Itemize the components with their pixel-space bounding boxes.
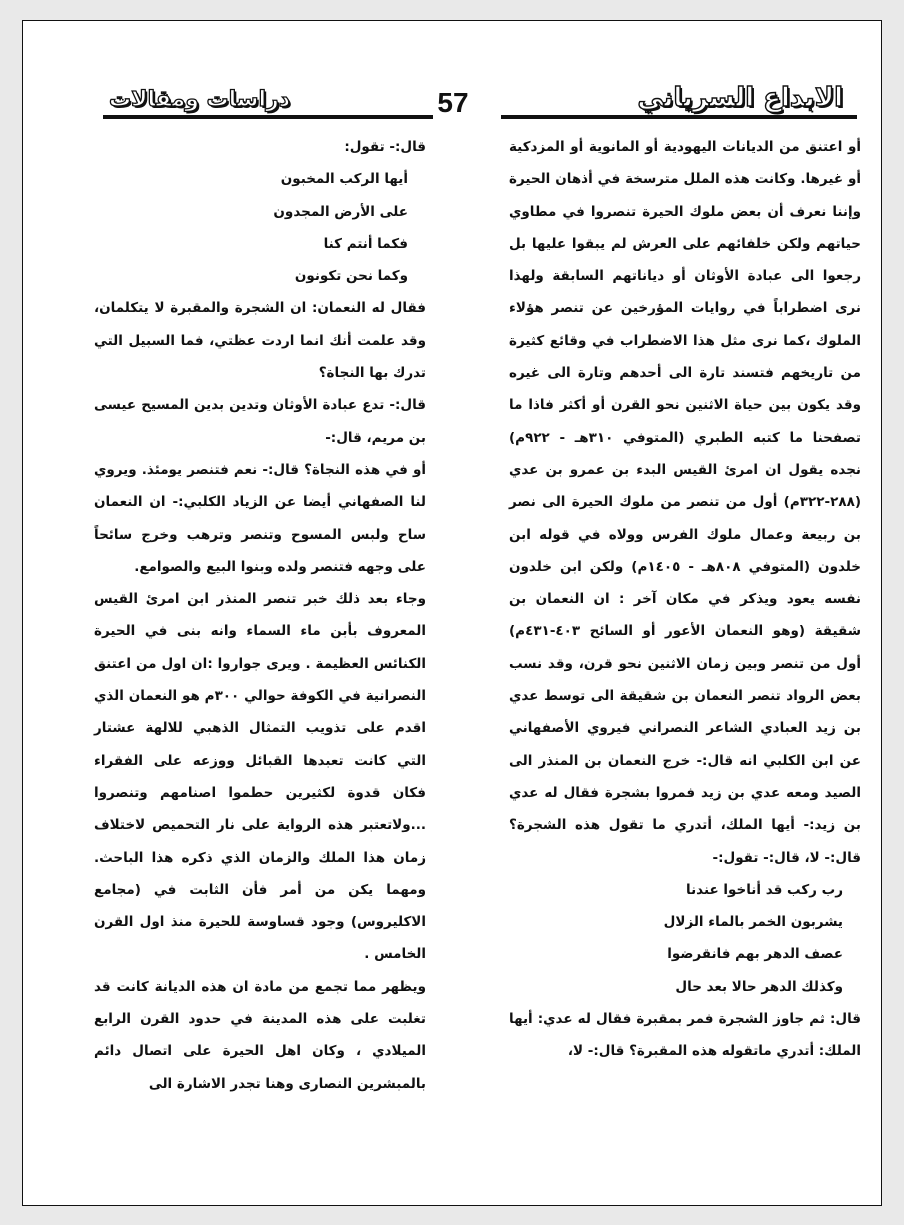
verse-line: عصف الدهر بهم فانقرضوا <box>667 946 843 963</box>
verse-line: أيها الركب المخبون <box>280 171 408 188</box>
left-paragraph-3: أو في هذه النجاة؟ قال:- نعم فتنصر يومئذ. ويروي لنا الصفهاني أيضا عن الزياد الكلبي:- ان النعمان ساح ولبس المسوح وتنصر وترهب وخرج سائحاً على وجهه فتنصر ولده وبنوا البيع والصوامع. <box>94 461 426 575</box>
header-rule-right <box>501 115 857 119</box>
left-intro-line: قال:- تقول: <box>344 139 426 155</box>
right-column <box>509 131 861 1068</box>
verse-line: فكما أنتم كنا <box>323 235 408 252</box>
verse-line: على الأرض المجدون <box>273 203 408 220</box>
left-paragraph-4: وجاء بعد ذلك خبر تنصر المنذر ابن امرئ القيس المعروف بأبن ماء السماء وانه بنى في الحيرة الكنائس العظيمة . ويرى جواروا :ان اول من اعتنق النصرانية في الكوفة حوالي ٣٠٠م هو النعمان الذي اقدم على تذويب التمثال الذهبي للالهة عشتار التي كانت تعبدها القبائل ووزعه على الفقراء فكان قدوة لكثيرين حطموا اصنامهم وتنصروا ...ولاتعتبر هذه الرواية على نار التحميص لاختلاف زمان هذا الملك والزمان الذي ذكره هذا الباحث. ومهما يكن من أمر فأن الثابت في (مجامع الاكليروس) وجود قساوسة للحيرة منذ اول القرن الخامس . <box>94 591 427 963</box>
page-number: 57 <box>433 87 473 119</box>
left-paragraph-2: قال:- تدع عبادة الأوثان وتدين بدين المسيح عيسى بن مريم، قال:- <box>94 397 426 446</box>
verse-line: وكذلك الدهر حالا بعد حال <box>675 978 843 995</box>
left-paragraph-1: فقال له النعمان: ان الشجرة والمقبرة لا يتكلمان، وقد علمت أنك انما اردت عظتي، فما السبيل التي تدرك بها النجاة؟ <box>94 300 426 382</box>
journal-title: الابداع السرياني <box>631 83 849 113</box>
verse-line: رب ركب قد أناخوا عندنا <box>686 881 843 898</box>
left-column <box>94 131 426 1100</box>
section-title: دراسات ومقالات <box>103 87 296 112</box>
verse-line: يشربون الخمر بالماء الزلال <box>663 914 843 931</box>
left-paragraph-5: ويظهر مما تجمع من مادة ان هذه الديانة كانت قد تغلبت على هذه المدينة في حدود القرن الرابع الميلادي ، وكان اهل الحيرة على اتصال دائم بالمبشرين النصارى وهنا تجدر الاشارة الى <box>94 978 426 1092</box>
right-paragraph-2: قال: ثم جاوز الشجرة فمر بمقبرة فقال له عدي: أيها الملك: أتدري ماتقوله هذه المقبرة؟ قال:- لا، <box>509 1011 861 1060</box>
header-rule-left <box>103 115 459 119</box>
right-paragraph-1: أو اعتنق من الديانات اليهودية أو المانوية أو المزدكية أو غيرها. وكانت هذه الملل مترسخة في أذهان الحيرة وإننا نعرف أن بعض ملوك الحيرة تنصروا في مطاوي حياتهم ولكن خلفائهم على العرش لم يبقوا عليها بل رجعوا الى عبادة الأوثان أو دياناتهم السابقة ولهذا نرى اضطراباً في روايات المؤرخين عن تنصر هؤلاء الملوك ،كما نرى مثل هذا الاضطراب في وقائع كثيرة من تاريخهم فتسند تارة الى أحدهم وتارة الى غيره وقد يكون بين حياة الاثنين نحو القرن أو أكثر فاذا ما تصفحنا ما كتبه الطبري (المتوفي ٣١٠هـ - ٩٢٢م) نجده يقول ان امرئ القيس البدء بن عمرو بن عدي (٢٨٨-٣٢٢م) أول من تنصر من ملوك الحيرة الى نصر بن ربيعة وعمال ملوك الفرس وولاه في قوله ابن خلدون (المتوفي ٨٠٨هـ - ١٤٠٥م) ولكن ابن خلدون نفسه يعود ويذكر في مكان آخر : ان النعمان بن شقيقة (وهو النعمان الأعور أو السائح ٤٠٣-٤٣١م) أول من تنصر وبين زمان الاثنين نحو قرن، وقد نسب بعض الرواد تنصر النعمان بن شقيقة الى توسط عدي بن زيد العبادي الشاعر النصراني فيروي الأصفهاني عن ابن الكلبي انه قال:- خرج النعمان بن المنذر الى الصيد ومعه عدي بن زيد فمروا بشجرة فقال له عدي بن زيد:- أيها الملك، أتدري ما تقول هذه الشجرة؟ قال:- لا، قال:- تقول:- <box>509 139 861 866</box>
verse-line: وكما نحن تكونون <box>294 268 408 285</box>
document-page <box>22 20 882 1206</box>
